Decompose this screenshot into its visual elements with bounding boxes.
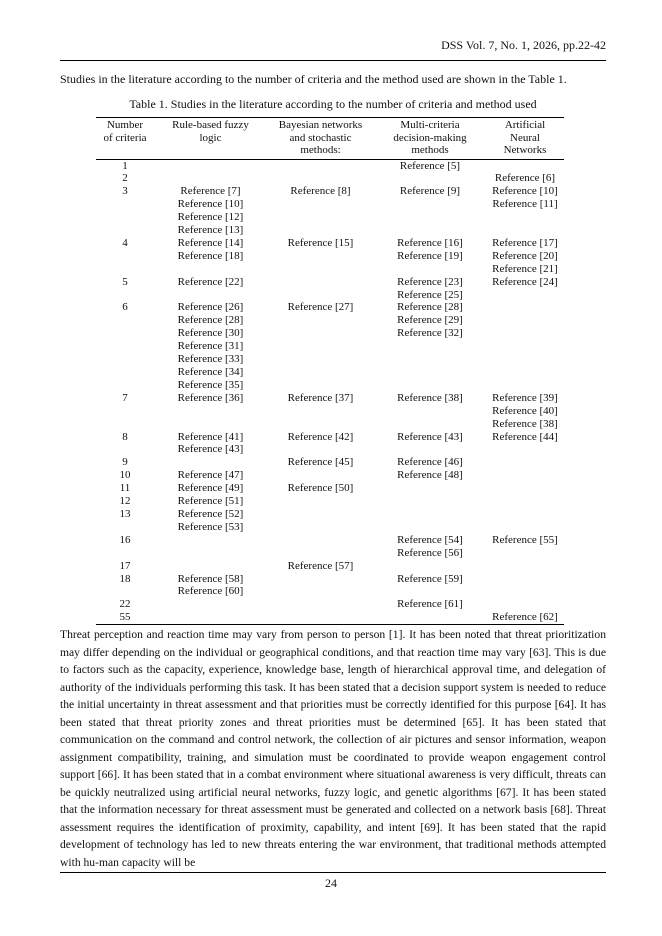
criteria-count-cell: 18 — [119, 572, 131, 585]
reference-citation: Reference [34] — [177, 366, 244, 378]
column-header-line: logic — [199, 131, 222, 144]
reference-citation: Reference [55] — [492, 533, 558, 546]
reference-citation: Reference [45] — [287, 456, 354, 469]
column-header-line: decision-making — [393, 131, 467, 144]
reference-cell-artificial-neural-networks — [486, 573, 564, 599]
reference-cell-multi-criteria-decision-making — [374, 185, 486, 237]
criteria-count-cell: 8 — [122, 430, 128, 443]
reference-cell-rule-based-fuzzy-logic — [154, 508, 267, 534]
reference-citation: Reference [38] — [492, 417, 558, 430]
table-header-row — [96, 118, 564, 160]
criteria-count-cell: 22 — [119, 598, 131, 611]
reference-citation: Reference [30] — [177, 327, 244, 340]
reference-citation: Reference [24] — [492, 275, 558, 288]
reference-cell-multi-criteria-decision-making — [374, 573, 486, 599]
column-header-line: Number — [106, 119, 144, 131]
reference-citation: Reference [6] — [494, 172, 556, 185]
column-header-line: Multi-criteria — [400, 119, 460, 131]
reference-cell-bayesian-networks — [267, 482, 374, 495]
reference-cell-multi-criteria-decision-making — [374, 560, 486, 573]
reference-cell-multi-criteria-decision-making — [374, 469, 486, 482]
reference-cell-multi-criteria-decision-making — [374, 482, 486, 495]
reference-cell-artificial-neural-networks — [486, 482, 564, 495]
reference-cell-rule-based-fuzzy-logic — [154, 598, 267, 611]
criteria-count-cell: 11 — [119, 482, 131, 495]
reference-citation: Reference [60] — [177, 585, 244, 598]
reference-citation: Reference [15] — [287, 236, 354, 249]
reference-cell-multi-criteria-decision-making — [374, 495, 486, 508]
reference-citation: Reference [46] — [397, 456, 463, 469]
reference-cell-bayesian-networks — [267, 172, 374, 185]
criteria-count-cell: 4 — [122, 236, 128, 249]
table-row — [96, 482, 564, 495]
criteria-count-cell: 10 — [119, 469, 131, 482]
running-header: DSS Vol. 7, No. 1, 2026, pp.22-42 — [441, 38, 606, 52]
reference-cell-artificial-neural-networks — [486, 598, 564, 611]
table-caption: Table 1. Studies in the literature according to the number of criteria and method used — [129, 97, 537, 111]
reference-cell-bayesian-networks — [267, 534, 374, 560]
reference-cell-bayesian-networks — [267, 301, 374, 391]
reference-cell-rule-based-fuzzy-logic — [154, 456, 267, 469]
reference-citation: Reference [59] — [397, 572, 463, 585]
reference-cell-artificial-neural-networks — [486, 560, 564, 573]
reference-cell-multi-criteria-decision-making — [374, 508, 486, 534]
reference-citation: Reference [18] — [177, 249, 244, 262]
reference-cell-bayesian-networks — [267, 237, 374, 276]
reference-citation: Reference [41] — [177, 430, 244, 443]
reference-cell-bayesian-networks — [267, 276, 374, 302]
reference-citation: Reference [21] — [492, 262, 558, 275]
reference-citation: Reference [36] — [177, 391, 244, 404]
reference-cell-bayesian-networks — [267, 469, 374, 482]
intro-sentence: Studies in the literature according to the number of criteria and the method used are shown in the Table 1. — [60, 72, 567, 86]
reference-citation: Reference [47] — [177, 469, 244, 482]
reference-cell-multi-criteria-decision-making — [374, 237, 486, 276]
references-table — [96, 117, 564, 625]
reference-citation: Reference [31] — [177, 340, 244, 353]
criteria-count-cell: 6 — [122, 301, 128, 314]
reference-cell-artificial-neural-networks — [486, 508, 564, 534]
reference-cell-rule-based-fuzzy-logic — [154, 495, 267, 508]
reference-cell-bayesian-networks — [267, 185, 374, 237]
reference-cell-rule-based-fuzzy-logic — [154, 237, 267, 276]
reference-cell-bayesian-networks — [267, 598, 374, 611]
reference-citation: Reference [23] — [397, 275, 463, 288]
reference-cell-bayesian-networks — [267, 431, 374, 457]
reference-cell-rule-based-fuzzy-logic — [154, 185, 267, 237]
reference-cell-rule-based-fuzzy-logic — [154, 159, 267, 172]
reference-citation: Reference [27] — [287, 301, 354, 314]
column-header-rule-based-fuzzy-logic — [154, 118, 267, 160]
criteria-count-cell: 3 — [122, 185, 128, 198]
criteria-count-cell: 2 — [122, 172, 128, 185]
reference-citation: Reference [56] — [397, 546, 463, 559]
column-header-line: Neural — [510, 131, 540, 144]
reference-citation: Reference [43] — [397, 430, 463, 443]
reference-cell-bayesian-networks — [267, 573, 374, 599]
reference-citation: Reference [28] — [177, 314, 244, 327]
table-row — [96, 276, 564, 302]
column-header-multi-criteria-decision-making — [374, 118, 486, 160]
table-row — [96, 185, 564, 237]
reference-citation: Reference [38] — [397, 391, 463, 404]
reference-cell-multi-criteria-decision-making — [374, 611, 486, 624]
reference-cell-multi-criteria-decision-making — [374, 431, 486, 457]
reference-cell-artificial-neural-networks — [486, 456, 564, 469]
reference-cell-bayesian-networks — [267, 611, 374, 624]
reference-citation: Reference [61] — [397, 598, 463, 611]
table-row — [96, 611, 564, 624]
table-row — [96, 159, 564, 172]
reference-cell-rule-based-fuzzy-logic — [154, 431, 267, 457]
reference-cell-artificial-neural-networks — [486, 534, 564, 560]
reference-cell-artificial-neural-networks — [486, 611, 564, 624]
reference-citation: Reference [10] — [177, 198, 244, 211]
criteria-count-cell: 13 — [119, 507, 131, 520]
table-row — [96, 431, 564, 457]
column-header-line: methods — [411, 144, 449, 156]
reference-citation: Reference [53] — [177, 520, 244, 533]
reference-cell-rule-based-fuzzy-logic — [154, 534, 267, 560]
page-number: 24 — [325, 876, 337, 890]
criteria-count-cell: 55 — [119, 611, 131, 624]
column-header-line: methods: — [300, 144, 341, 156]
reference-citation: Reference [20] — [492, 249, 558, 262]
reference-cell-rule-based-fuzzy-logic — [154, 469, 267, 482]
table-row — [96, 495, 564, 508]
column-header-line: Networks — [503, 144, 547, 156]
criteria-count-cell: 9 — [122, 456, 128, 469]
criteria-count-cell: 5 — [122, 275, 128, 288]
criteria-count-cell: 17 — [119, 559, 131, 572]
reference-cell-rule-based-fuzzy-logic — [154, 611, 267, 624]
reference-cell-bayesian-networks — [267, 456, 374, 469]
reference-citation: Reference [32] — [397, 327, 463, 340]
table-row — [96, 508, 564, 534]
criteria-count-cell: 7 — [122, 391, 128, 404]
reference-cell-artificial-neural-networks — [486, 185, 564, 237]
reference-citation: Reference [62] — [492, 611, 558, 624]
reference-citation: Reference [48] — [397, 469, 463, 482]
reference-citation: Reference [17] — [492, 236, 558, 249]
reference-cell-rule-based-fuzzy-logic — [154, 392, 267, 431]
reference-citation: Reference [28] — [397, 301, 463, 314]
table-row — [96, 534, 564, 560]
footer-rule — [60, 872, 606, 873]
reference-citation: Reference [13] — [177, 224, 244, 237]
criteria-count-cell: 16 — [119, 533, 131, 546]
reference-citation: Reference [35] — [177, 378, 244, 391]
reference-cell-artificial-neural-networks — [486, 431, 564, 457]
header-rule — [60, 60, 606, 61]
reference-citation: Reference [42] — [287, 430, 354, 443]
reference-cell-multi-criteria-decision-making — [374, 392, 486, 431]
table-row — [96, 560, 564, 573]
reference-citation: Reference [10] — [492, 185, 558, 198]
reference-citation: Reference [40] — [492, 404, 558, 417]
reference-citation: Reference [57] — [287, 559, 354, 572]
reference-citation: Reference [50] — [287, 482, 354, 495]
reference-citation: Reference [52] — [177, 507, 244, 520]
reference-citation: Reference [58] — [177, 572, 244, 585]
reference-cell-artificial-neural-networks — [486, 237, 564, 276]
reference-citation: Reference [12] — [177, 211, 244, 224]
column-header-bayesian-networks — [267, 118, 374, 160]
reference-citation: Reference [16] — [397, 236, 463, 249]
reference-cell-artificial-neural-networks — [486, 301, 564, 391]
column-header-number-of-criteria — [96, 118, 154, 160]
reference-cell-artificial-neural-networks — [486, 392, 564, 431]
reference-citation: Reference [14] — [177, 236, 244, 249]
reference-citation: Reference [26] — [177, 301, 244, 314]
table-row — [96, 237, 564, 276]
reference-cell-bayesian-networks — [267, 495, 374, 508]
reference-citation: Reference [54] — [397, 533, 463, 546]
column-header-line: of criteria — [103, 131, 147, 144]
column-header-line: Rule-based fuzzy — [172, 119, 249, 131]
reference-citation: Reference [49] — [177, 482, 244, 495]
reference-cell-artificial-neural-networks — [486, 495, 564, 508]
reference-cell-bayesian-networks — [267, 508, 374, 534]
reference-cell-multi-criteria-decision-making — [374, 172, 486, 185]
reference-cell-rule-based-fuzzy-logic — [154, 172, 267, 185]
reference-cell-bayesian-networks — [267, 392, 374, 431]
reference-citation: Reference [33] — [177, 353, 244, 366]
table-body — [96, 159, 564, 625]
reference-citation: Reference [43] — [177, 443, 244, 456]
reference-cell-bayesian-networks — [267, 560, 374, 573]
reference-cell-rule-based-fuzzy-logic — [154, 301, 267, 391]
reference-cell-multi-criteria-decision-making — [374, 598, 486, 611]
body-paragraph: Threat perception and reaction time may vary from person to person [1]. It has been noted that threat prioritization may differ depending on the individual or geographical conditions, and that reaction time may vary [63]. This is due to factors such as the capacity, experience, knowledge base, length of hierarchical approval time, and delegation of authority of the individuals performing this task. It has been stated that a decision support system is needed to reduce the initial uncertainty in threat assessment and that priorities must be correctly identified for this purpose [64]. It has been stated that threat priority zones and threat priorities must be determined [65]. It has been stated that communication on the command and control network, the collection of air pictures and sensor information, weapon assignment compatibility, training, and simulation must be coordinated to provide weapon engagement control support [66]. It has been stated that in a combat environment where situational awareness is very difficult, threats can be quickly neutralized using artificial neural networks, fuzzy logic, and genetic algorithms [67]. It has been stated that the information necessary for threat assessment must be generated and collected on a network basis [68]. Threat assessment requires the identification of proximity, capability, and intent [69]. It has been stated that the rapid development of technology has led to new threats entering the war environment, that traditional methods attempted with hu-man capacity will be — [60, 628, 606, 869]
table-row — [96, 573, 564, 599]
criteria-count-cell: 12 — [119, 495, 131, 508]
reference-cell-bayesian-networks — [267, 159, 374, 172]
column-header-line: Bayesian networks — [278, 119, 363, 131]
reference-cell-multi-criteria-decision-making — [374, 276, 486, 302]
reference-cell-multi-criteria-decision-making — [374, 159, 486, 172]
table-row — [96, 456, 564, 469]
reference-citation: Reference [11] — [492, 198, 558, 211]
table-row — [96, 172, 564, 185]
reference-cell-rule-based-fuzzy-logic — [154, 276, 267, 302]
reference-cell-artificial-neural-networks — [486, 159, 564, 172]
reference-citation: Reference [37] — [287, 391, 354, 404]
reference-cell-rule-based-fuzzy-logic — [154, 560, 267, 573]
reference-citation: Reference [39] — [492, 391, 558, 404]
reference-citation: Reference [7] — [180, 185, 241, 198]
table-row — [96, 469, 564, 482]
table-row — [96, 598, 564, 611]
reference-cell-artificial-neural-networks — [486, 172, 564, 185]
reference-citation: Reference [9] — [399, 185, 461, 198]
reference-citation: Reference [51] — [177, 495, 244, 508]
reference-cell-multi-criteria-decision-making — [374, 456, 486, 469]
table-row — [96, 392, 564, 431]
criteria-count-cell: 1 — [122, 159, 128, 172]
reference-citation: Reference [29] — [397, 314, 463, 327]
column-header-line: Artificial — [504, 119, 546, 131]
reference-citation: Reference [19] — [397, 249, 463, 262]
reference-citation: Reference [8] — [290, 185, 351, 198]
reference-cell-multi-criteria-decision-making — [374, 534, 486, 560]
reference-cell-artificial-neural-networks — [486, 276, 564, 302]
column-header-artificial-neural-networks — [486, 118, 564, 160]
reference-cell-artificial-neural-networks — [486, 469, 564, 482]
table-row — [96, 301, 564, 391]
reference-cell-rule-based-fuzzy-logic — [154, 482, 267, 495]
reference-citation: Reference [25] — [397, 288, 463, 301]
column-header-line: and stochastic — [289, 131, 352, 144]
reference-citation: Reference [22] — [177, 275, 244, 288]
reference-cell-rule-based-fuzzy-logic — [154, 573, 267, 599]
reference-citation: Reference [5] — [399, 159, 461, 172]
reference-cell-multi-criteria-decision-making — [374, 301, 486, 391]
reference-citation: Reference [44] — [492, 430, 558, 443]
